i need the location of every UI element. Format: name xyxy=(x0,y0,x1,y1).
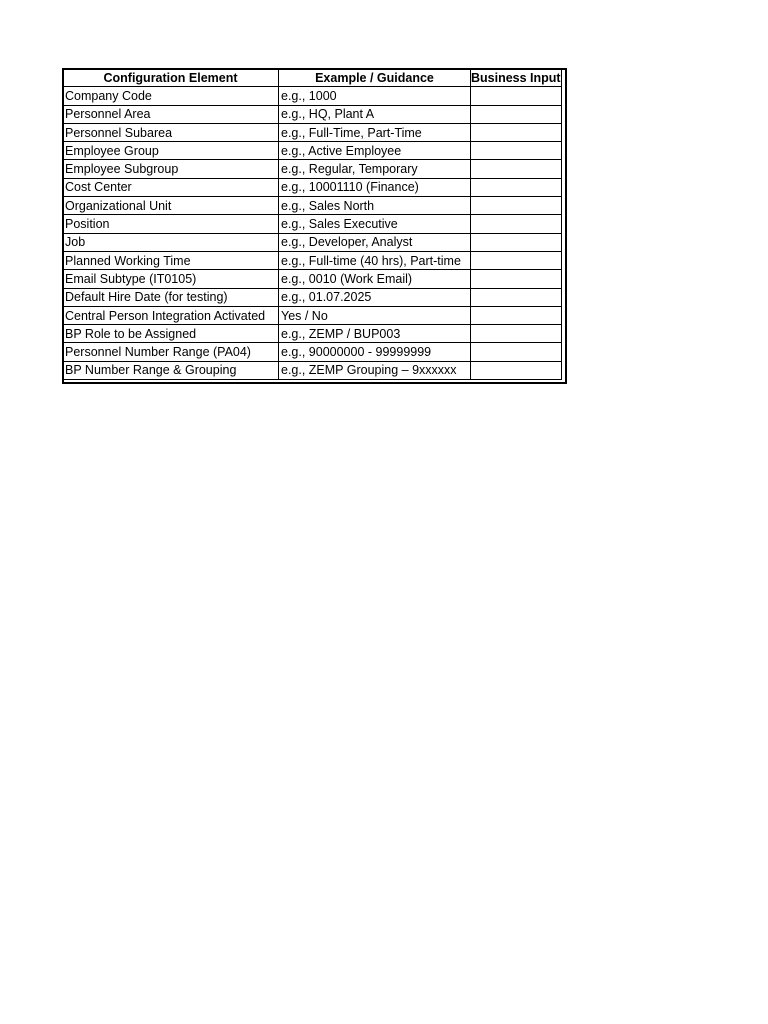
example-guidance-cell: e.g., HQ, Plant A xyxy=(279,105,471,123)
table-row xyxy=(63,306,562,324)
table-row xyxy=(63,233,562,251)
business-input-cell[interactable] xyxy=(471,105,562,123)
business-input-cell[interactable] xyxy=(471,251,562,269)
table-row xyxy=(63,87,562,105)
example-guidance-cell: e.g., 01.07.2025 xyxy=(279,288,471,306)
configuration-element-cell: Personnel Subarea xyxy=(63,123,279,141)
configuration-element-cell: BP Number Range & Grouping xyxy=(63,361,279,379)
business-input-cell[interactable] xyxy=(471,270,562,288)
table-row xyxy=(63,343,562,361)
example-guidance-cell: e.g., Active Employee xyxy=(279,142,471,160)
configuration-element-cell: Personnel Number Range (PA04) xyxy=(63,343,279,361)
business-input-cell[interactable] xyxy=(471,87,562,105)
table-row xyxy=(63,178,562,196)
business-input-cell[interactable] xyxy=(471,178,562,196)
example-guidance-cell: e.g., 90000000 - 99999999 xyxy=(279,343,471,361)
table-row xyxy=(63,142,562,160)
table-row xyxy=(63,160,562,178)
example-guidance-cell: e.g., Regular, Temporary xyxy=(279,160,471,178)
example-guidance-cell: e.g., 0010 (Work Email) xyxy=(279,270,471,288)
example-guidance-cell: e.g., Sales North xyxy=(279,197,471,215)
business-input-cell[interactable] xyxy=(471,288,562,306)
configuration-element-cell: Central Person Integration Activated xyxy=(63,306,279,324)
configuration-element-cell: Position xyxy=(63,215,279,233)
business-input-cell[interactable] xyxy=(471,233,562,251)
table-row xyxy=(63,361,562,379)
business-input-cell[interactable] xyxy=(471,325,562,343)
configuration-element-cell: Planned Working Time xyxy=(63,251,279,269)
configuration-element-cell: Company Code xyxy=(63,87,279,105)
example-guidance-cell: Yes / No xyxy=(279,306,471,324)
example-guidance-cell: e.g., 1000 xyxy=(279,87,471,105)
example-guidance-cell: e.g., ZEMP / BUP003 xyxy=(279,325,471,343)
example-guidance-cell: e.g., 10001110 (Finance) xyxy=(279,178,471,196)
configuration-element-cell: Default Hire Date (for testing) xyxy=(63,288,279,306)
business-input-cell[interactable] xyxy=(471,160,562,178)
business-input-cell[interactable] xyxy=(471,306,562,324)
example-guidance-cell: e.g., ZEMP Grouping – 9xxxxxx xyxy=(279,361,471,379)
configuration-element-cell: Employee Subgroup xyxy=(63,160,279,178)
configuration-element-cell: Employee Group xyxy=(63,142,279,160)
table-body xyxy=(63,87,562,380)
business-input-cell[interactable] xyxy=(471,142,562,160)
configuration-element-cell: Job xyxy=(63,233,279,251)
table-row xyxy=(63,270,562,288)
business-input-cell[interactable] xyxy=(471,215,562,233)
configuration-element-cell: Organizational Unit xyxy=(63,197,279,215)
configuration-element-cell: BP Role to be Assigned xyxy=(63,325,279,343)
header-configuration-element: Configuration Element xyxy=(63,69,279,87)
configuration-element-cell: Personnel Area xyxy=(63,105,279,123)
header-row xyxy=(63,69,562,87)
table-row xyxy=(63,105,562,123)
configuration-element-cell: Email Subtype (IT0105) xyxy=(63,270,279,288)
table-row xyxy=(63,251,562,269)
table-row xyxy=(63,197,562,215)
example-guidance-cell: e.g., Full-Time, Part-Time xyxy=(279,123,471,141)
example-guidance-cell: e.g., Full-time (40 hrs), Part-time xyxy=(279,251,471,269)
business-input-cell[interactable] xyxy=(471,123,562,141)
table-row xyxy=(63,123,562,141)
business-input-cell[interactable] xyxy=(471,361,562,379)
business-input-cell[interactable] xyxy=(471,343,562,361)
configuration-table xyxy=(62,68,562,380)
configuration-element-cell: Cost Center xyxy=(63,178,279,196)
business-input-cell[interactable] xyxy=(471,197,562,215)
table-row xyxy=(63,288,562,306)
header-example-guidance: Example / Guidance xyxy=(279,69,471,87)
example-guidance-cell: e.g., Developer, Analyst xyxy=(279,233,471,251)
table-row xyxy=(63,325,562,343)
example-guidance-cell: e.g., Sales Executive xyxy=(279,215,471,233)
header-business-input: Business Input xyxy=(471,69,562,87)
table-row xyxy=(63,215,562,233)
